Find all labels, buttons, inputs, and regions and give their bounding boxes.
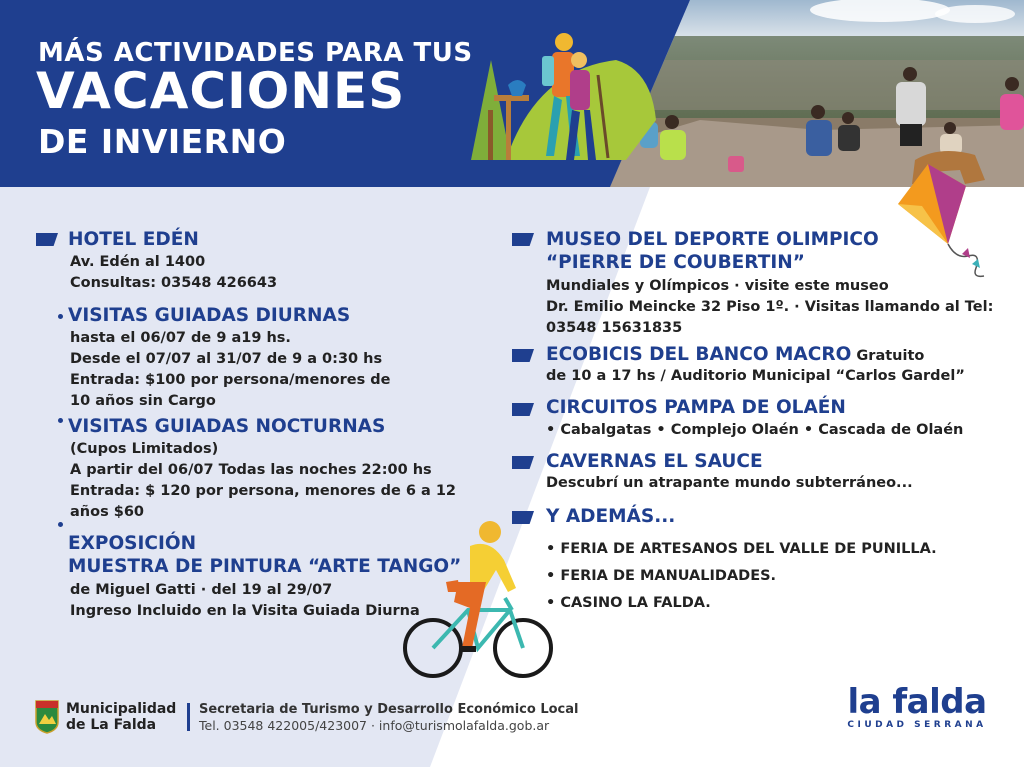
diurnas-line-1: hasta el 06/07 de 9 a19 hs. <box>70 330 291 346</box>
secretaria-name: Secretaria de Turismo y Desarrollo Económico Local <box>199 702 579 717</box>
museo-line-3: 03548 15631835 <box>546 320 683 336</box>
footer-divider <box>187 703 190 731</box>
logo-subtitle: CIUDAD SERRANA <box>847 720 987 730</box>
hotel-title: HOTEL EDÉN <box>68 229 199 250</box>
museo-title-1: MUSEO DEL DEPORTE OLIMPICO <box>546 229 879 250</box>
museo-title-2: “PIERRE DE COUBERTIN” <box>546 252 805 273</box>
cavernas-title: CAVERNAS EL SAUCE <box>546 451 763 472</box>
secretaria-contact: Tel. 03548 422005/423007 · info@turismolafalda.gob.ar <box>199 718 550 733</box>
title-line-1: MÁS ACTIVIDADES PARA TUS <box>38 38 473 68</box>
bullet-dot <box>58 418 63 423</box>
diurnas-line-2: Desde el 07/07 al 31/07 de 9 a 0:30 hs <box>70 351 383 367</box>
expo-title-2: MUESTRA DE PINTURA “ARTE TANGO” <box>68 556 462 577</box>
ademas-item: • FERIA DE MANUALIDADES. <box>546 568 777 584</box>
municipal-crest-icon <box>35 700 59 734</box>
bullet-dot <box>58 522 63 527</box>
hotel-phone: Consultas: 03548 426643 <box>70 275 278 291</box>
ademas-title: Y ADEMÁS... <box>546 506 676 527</box>
hikers-illustration <box>466 30 666 190</box>
nocturnas-line-1: (Cupos Limitados) <box>70 441 219 457</box>
kite-illustration <box>896 164 996 284</box>
nocturnas-line-4: años $60 <box>70 504 145 520</box>
title-line-2: VACACIONES <box>36 62 406 120</box>
diurnas-line-4: 10 años sin Cargo <box>70 393 216 409</box>
expo-title-1: EXPOSICIÓN <box>68 533 197 554</box>
municipality-name-1: Municipalidad <box>66 701 177 717</box>
circuitos-title: CIRCUITOS PAMPA DE OLAÉN <box>546 397 846 418</box>
ademas-item: • CASINO LA FALDA. <box>546 595 711 611</box>
hotel-address: Av. Edén al 1400 <box>70 254 206 270</box>
diurnas-title: VISITAS GUIADAS DIURNAS <box>68 305 351 326</box>
nocturnas-title: VISITAS GUIADAS NOCTURNAS <box>68 416 386 437</box>
logo-text: la falda <box>847 682 987 722</box>
header <box>0 0 1024 187</box>
ecobicis-title: ECOBICIS DEL BANCO MACRO <box>546 344 852 365</box>
municipality-name-2: de La Falda <box>66 717 157 733</box>
nocturnas-line-2: A partir del 06/07 Todas las noches 22:00 hs <box>70 462 432 478</box>
circuitos-line-1: • Cabalgatas • Complejo Olaén • Cascada de Olaén <box>546 422 964 438</box>
title-line-3: DE INVIERNO <box>38 122 287 161</box>
expo-line-1: de Miguel Gatti · del 19 al 29/07 <box>70 582 333 598</box>
museo-line-1: Mundiales y Olímpicos · visite este museo <box>546 278 889 294</box>
diurnas-line-3: Entrada: $100 por persona/menores de <box>70 372 391 388</box>
ecobicis-line-1: de 10 a 17 hs / Auditorio Municipal “Carlos Gardel” <box>546 368 965 384</box>
museo-line-2: Dr. Emilio Meincke 32 Piso 1º. · Visitas llamando al Tel: <box>546 299 994 315</box>
bullet-dot <box>58 314 63 319</box>
la-falda-logo <box>842 684 992 730</box>
cyclist-illustration <box>400 520 560 685</box>
ecobicis-tag: Gratuito <box>856 348 925 364</box>
ademas-item: • FERIA DE ARTESANOS DEL VALLE DE PUNILLA. <box>546 541 937 557</box>
cavernas-line-1: Descubrí un atrapante mundo subterráneo... <box>546 475 913 491</box>
nocturnas-line-3: Entrada: $ 120 por persona, menores de 6 a 12 <box>70 483 457 499</box>
expo-line-2: Ingreso Incluido en la Visita Guiada Diurna <box>70 603 420 619</box>
